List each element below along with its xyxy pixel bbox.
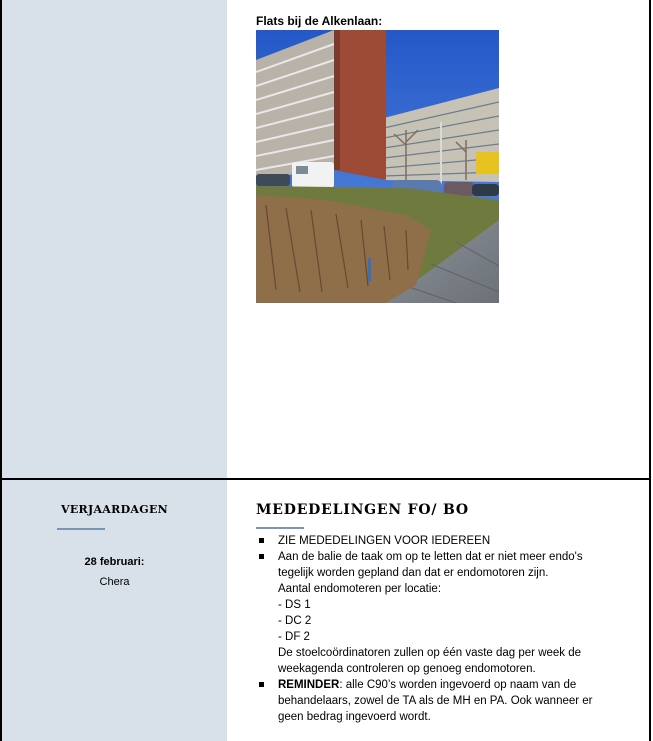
birthdays-title: VERJAARDAGEN (61, 503, 168, 516)
announcements-list (258, 533, 628, 725)
list-item (258, 677, 628, 725)
announcements-title: MEDEDELINGEN FO/ BO (256, 502, 469, 518)
birthdays-underline (57, 528, 105, 530)
item-text: ZIE MEDEDELINGEN VOOR IEDEREEN (278, 535, 491, 547)
list-item (258, 533, 628, 549)
photo-caption: Flats bij de Alkenlaan: (256, 14, 383, 28)
item-line: tegelijk worden gepland dan dat er endomotoren zijn. (278, 567, 549, 579)
item-line: behandelaars, zowel de TA als de MH en PA. Ook wanneer er (278, 695, 593, 707)
left-bottom-cell (0, 478, 229, 741)
bullet-icon (259, 538, 264, 543)
item-line: - DS 1 (278, 599, 311, 611)
item-text: : alle C90’s worden ingevoerd op naam van de (339, 679, 577, 691)
item-line: geen bedrag ingevoerd wordt. (278, 711, 431, 723)
bullet-icon (259, 554, 264, 559)
reminder-label: REMINDER (278, 679, 340, 691)
flats-photo (256, 30, 499, 303)
item-line: weekagenda controleren op genoeg endomotoren. (278, 663, 536, 675)
item-line: Aan de balie de taak om op te letten dat er niet meer endo's (278, 551, 583, 563)
item-line: - DC 2 (278, 615, 312, 627)
announcements-underline (256, 527, 304, 529)
item-line: De stoelcoördinatoren zullen op één vaste dag per week de (278, 647, 582, 659)
item-line (278, 677, 628, 693)
birthday-date: 28 februari: (84, 556, 145, 568)
bullet-icon (259, 682, 264, 687)
list-item (258, 549, 628, 677)
item-line: - DF 2 (278, 631, 310, 643)
left-top-cell (0, 0, 229, 480)
birthday-name: Chera (99, 576, 130, 588)
item-line: Aantal endomoteren per locatie: (278, 583, 442, 595)
